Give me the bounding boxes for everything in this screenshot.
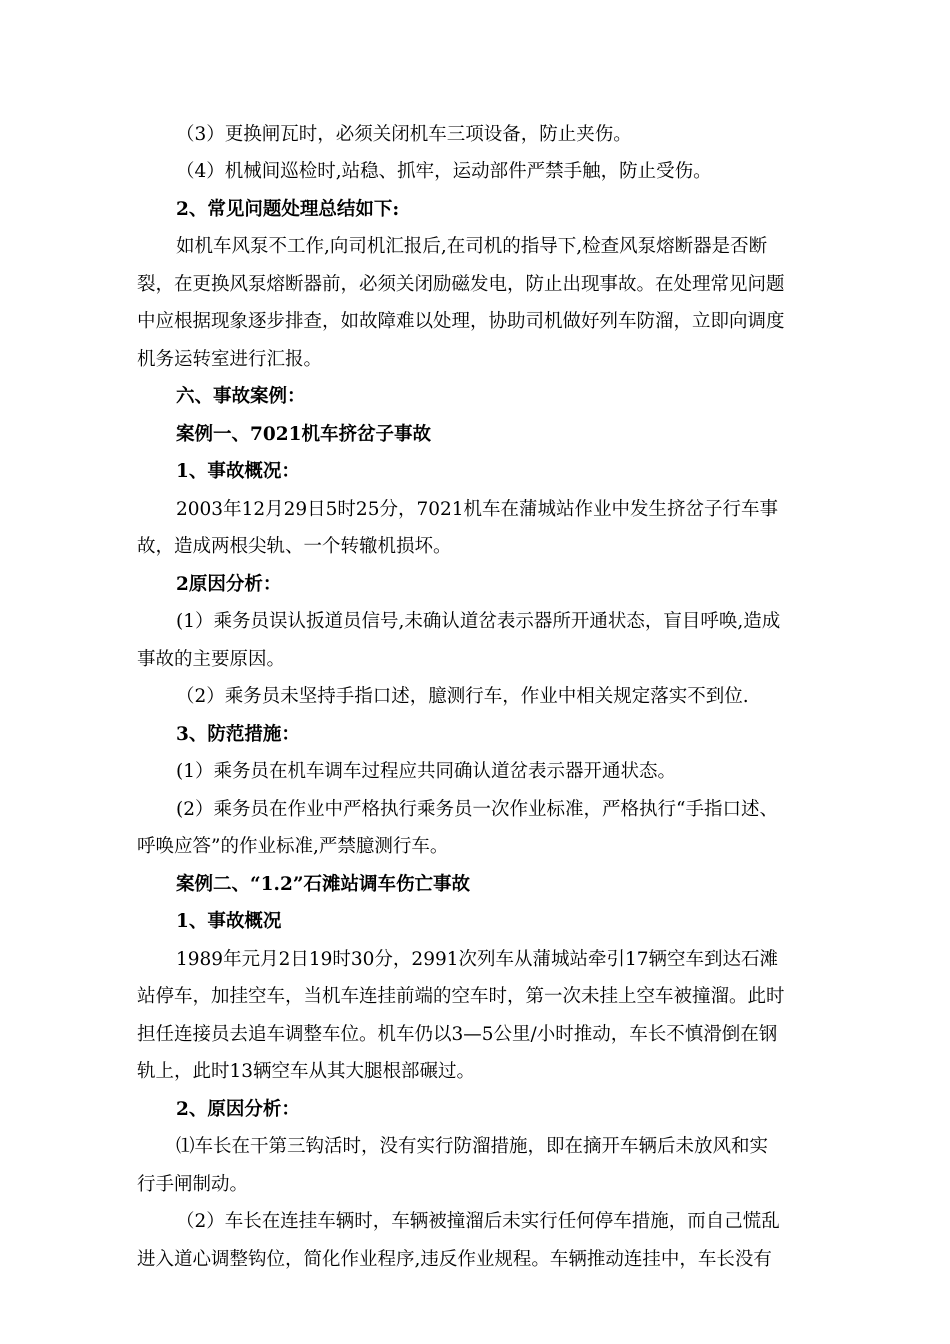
text-line: 轨上，此时13辆空车从其大腿根部碾过。	[137, 1061, 476, 1082]
text-line: ⑴车长在干第三钩活时，没有实行防溜措施，即在摘开车辆后未放风和实	[176, 1136, 769, 1157]
section-heading: 3、防范措施：	[176, 724, 300, 745]
text-line: 2003年12月29日5时25分，7021机车在蒲城站作业中发生挤岔子行车事	[176, 499, 779, 520]
text-line: 如机车风泵不工作,向司机汇报后,在司机的指导下,检查风泵熔断器是否断	[176, 236, 768, 257]
text-line: （4）机械间巡检时,站稳、抓牢，运动部件严禁手触，防止受伤。	[176, 161, 712, 182]
case-heading: 案例一、7021机车挤岔子事故	[176, 424, 431, 445]
text-line: （2）乘务员未坚持手指口述，臆测行车，作业中相关规定落实不到位.	[176, 686, 749, 707]
case-heading: 案例二、“1.2”石滩站调车伤亡事故	[176, 874, 470, 895]
text-line: (2）乘务员在作业中严格执行乘务员一次作业标准，严格执行“手指口述、	[176, 799, 778, 820]
section-heading: 1、事故概况	[176, 911, 282, 932]
text-line: 故，造成两根尖轨、一个转辙机损坏。	[137, 536, 452, 557]
text-line: （3）更换闸瓦时，必须关闭机车三项设备，防止夹伤。	[176, 124, 632, 145]
section-heading: 2原因分析：	[176, 574, 282, 595]
text-line: 行手闸制动。	[137, 1174, 249, 1195]
text-line: 中应根据现象逐步排查，如故障难以处理，协助司机做好列车防溜，立即向调度	[137, 311, 785, 332]
section-heading: 六、事故案例：	[176, 386, 306, 407]
text-line: 担任连接员去追车调整车位。机车仍以3—5公里/小时推动，车长不慎滑倒在钢	[137, 1024, 778, 1045]
text-line: （2）车长在连挂车辆时，车辆被撞溜后未实行任何停车措施，而自己慌乱	[176, 1211, 780, 1232]
text-line: (1）乘务员在机车调车过程应共同确认道岔表示器开通状态。	[176, 761, 676, 782]
text-line: 事故的主要原因。	[137, 649, 286, 670]
section-heading: 2、常见问题处理总结如下:	[176, 199, 400, 220]
text-line: 裂，在更换风泵熔断器前，必须关闭励磁发电，防止出现事故。在处理常见问题	[137, 274, 785, 295]
section-heading: 1、事故概况：	[176, 461, 300, 482]
text-line: (1）乘务员误认扳道员信号,未确认道岔表示器所开通状态，盲目呼唤,造成	[176, 611, 781, 632]
section-heading: 2、原因分析：	[176, 1099, 300, 1120]
text-line: 进入道心调整钩位，简化作业程序,违反作业规程。车辆推动连挂中，车长没有	[137, 1249, 772, 1270]
text-line: 机务运转室进行汇报。	[137, 349, 323, 370]
text-line: 呼唤应答”的作业标准,严禁臆测行车。	[137, 836, 449, 857]
text-line: 1989年元月2日19时30分，2991次列车从蒲城站牵引17辆空车到达石滩	[176, 949, 779, 970]
text-line: 站停车，加挂空车，当机车连挂前端的空车时，第一次未挂上空车被撞溜。此时	[137, 986, 785, 1007]
